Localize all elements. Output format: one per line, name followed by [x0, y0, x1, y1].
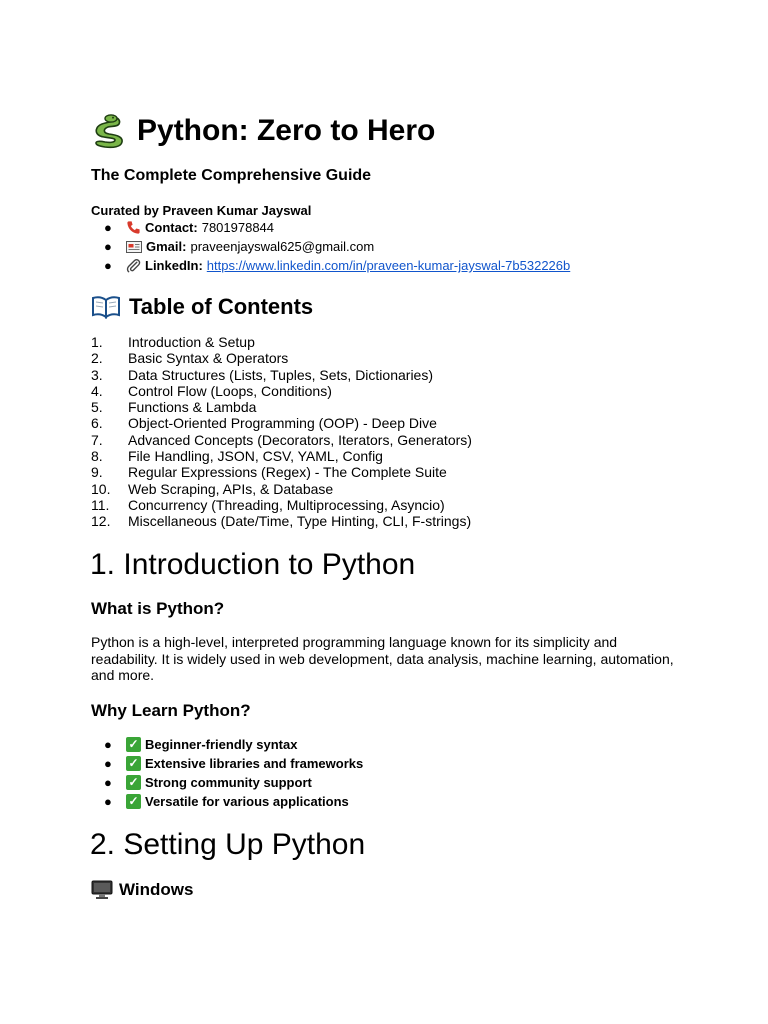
what-is-python-heading: What is Python? — [91, 599, 225, 618]
why-learn-python-heading: Why Learn Python? — [91, 701, 251, 720]
open-book-icon — [91, 295, 121, 319]
toc-item[interactable]: 5. Functions & Lambda — [91, 399, 257, 416]
toc-heading — [91, 293, 313, 321]
windows-heading-text: Windows — [119, 880, 194, 899]
paperclip-icon — [126, 258, 141, 273]
desktop-computer-icon — [91, 880, 113, 900]
contact-label: Contact: — [145, 220, 198, 235]
linkedin-label: LinkedIn: — [145, 258, 203, 273]
curator-line: Curated by Praveen Kumar Jayswal — [91, 203, 312, 218]
bullet: ● — [104, 258, 112, 273]
bullet: ● — [104, 220, 112, 235]
check-mark-icon: ✓ — [126, 737, 141, 752]
check-mark-icon: ✓ — [126, 794, 141, 809]
toc-heading-text: Table of Contents — [129, 294, 314, 319]
section-2-heading: 2. Setting Up Python — [90, 828, 366, 861]
toc-list — [91, 334, 691, 530]
linkedin-link[interactable]: https://www.linkedin.com/in/praveen-kumar-jayswal-7b532226b — [206, 258, 571, 273]
gmail-label: Gmail: — [146, 239, 187, 254]
toc-item[interactable]: 4. Control Flow (Loops, Conditions) — [91, 382, 332, 399]
bullet: ● — [104, 756, 112, 771]
check-mark-icon: ✓ — [126, 775, 141, 790]
bullet: ● — [104, 775, 112, 790]
subtitle: The Complete Comprehensive Guide — [91, 167, 372, 184]
bullet: ● — [104, 737, 112, 752]
toc-item[interactable]: 1. Introduction & Setup — [91, 334, 255, 350]
toc-item[interactable]: 11. Concurrency (Threading, Multiprocessing, Asyncio) — [91, 496, 445, 513]
what-is-python-body: Python is a high-level, interpreted programming language known for its simplicity and readability. It is widely used in web development, data analysis, machine learning, automation, and more. — [91, 634, 674, 683]
section-1-heading: 1. Introduction to Python — [90, 548, 416, 581]
document-title — [91, 112, 435, 150]
toc-item[interactable]: 12. Miscellaneous (Date/Time, Type Hinting, CLI, F-strings) — [91, 513, 472, 530]
toc-item[interactable]: 3. Data Structures (Lists, Tuples, Sets, Dictionaries) — [91, 366, 433, 383]
phone-icon — [126, 220, 141, 235]
toc-item[interactable]: 6. Object-Oriented Programming (OOP) - Deep Dive — [91, 415, 437, 432]
toc-item[interactable]: 10. Web Scraping, APIs, & Database — [91, 480, 334, 497]
gmail-value: praveenjayswal625@gmail.com — [190, 239, 375, 254]
contact-value: 7801978844 — [201, 220, 275, 235]
toc-item[interactable]: 9. Regular Expressions (Regex) - The Complete Suite — [91, 464, 447, 481]
snake-icon — [91, 112, 127, 150]
title-text: Python: Zero to Hero — [137, 114, 436, 147]
bullet: ● — [104, 239, 112, 254]
toc-item[interactable]: 8. File Handling, JSON, CSV, YAML, Config — [91, 448, 383, 465]
windows-heading — [91, 879, 193, 901]
toc-item[interactable]: 7. Advanced Concepts (Decorators, Iterators, Generators) — [91, 431, 472, 448]
bullet: ● — [104, 794, 112, 809]
check-mark-icon: ✓ — [126, 756, 141, 771]
toc-item[interactable]: 2. Basic Syntax & Operators — [91, 350, 289, 367]
envelope-icon — [126, 241, 142, 253]
document-page: Python: Zero to Hero The Complete Comprehensive Guide Curated by Praveen Kumar Jayswal ● Contact: 7801978844 ● Gmail: praveenjayswal625@gmail.com ● LinkedIn: https://www.linkedin.com/in/praveen-kumar-jayswal-7b532226b Table of Contents 1. Introduction & Setup 2. Basic Syntax & Operators 3. Data Structures (Lists, Tuples, Sets, Dictionaries) 4. Control Flow (Loops, Conditions) 5. Functions & Lambda 6. Object-Oriented Programming (OOP) - Deep Dive 7. Advanced Concepts (Decorators, Iterators, Generators) 8. File Handling, JSON, CSV, YAML, Config 9. Regular Expressions (Regex) - The Complete Suite 10. Web Scraping, APIs, & Database 11. Concurrency (Threading, Multiprocessing, Asyncio) 12. Miscellaneous (Date/Time, Type Hinting, CLI, F-strings) 1. Introduction to Python What is Python? Python is a high-level, interpreted programming language known for its simplicity and readability. It is widely used in web development, data analysis, machine learning, automation, and more. Why Learn Python? ● ✓ Beginner-friendly syntax ● ✓ Extensive libraries and frameworks ● ✓ Strong community support ● ✓ Versatile for various applications 2. Setting Up Python Windows — [0, 0, 768, 1024]
